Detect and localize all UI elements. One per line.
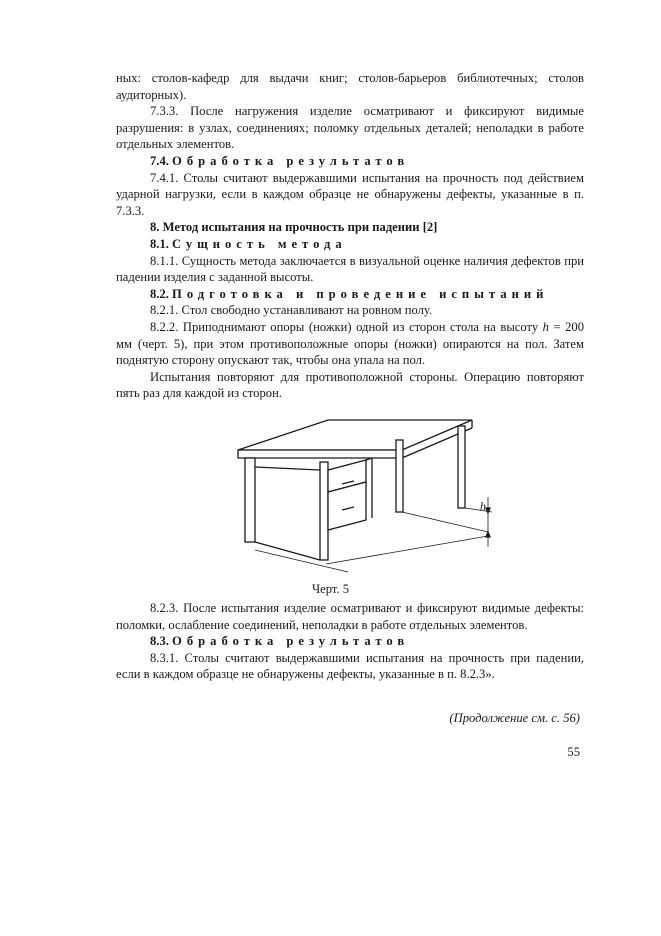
heading-text: Подготовка и проведение испытаний xyxy=(172,286,549,301)
paragraph-8-2-2 xyxy=(116,319,584,369)
paragraph-8-2-3: 8.2.3. После испытания изделие осматривают и фиксируют видимые дефекты: поломки, ослабление соединений, неполадки в работе отдельных элементов. xyxy=(116,601,584,632)
dimension-label-h: h xyxy=(480,499,486,513)
table-drawing xyxy=(230,412,500,582)
variable-h: h xyxy=(542,319,549,334)
heading-text: Обработка результатов xyxy=(172,634,410,649)
text-block-top xyxy=(116,70,584,402)
paragraph-tail: ных: столов-кафедр для выдачи книг; столов-барьеров библиотечных; столов аудиторных). xyxy=(116,71,584,102)
paragraph-text: = 200 мм (черт. 5), при этом противоположные опоры (ножки) опираются на пол. Затем поднятую сторону опускают так, чтобы она упала на пол. xyxy=(116,319,584,368)
heading-number: 8.3. xyxy=(150,634,169,649)
paragraph-7-4-1: 7.4.1. Столы считают выдержавшими испытания на прочность под действием ударной нагрузки, если в каждом образце не обнаружены дефекты, указанные в п. 7.3.3. xyxy=(116,170,584,218)
pedestal-rail xyxy=(255,467,320,470)
table-back-leg xyxy=(396,440,403,512)
paragraph-8-1-1: 8.1.1. Сущность метода заключается в визуальной оценке наличия дефектов при падении изделия с заданной высоты. xyxy=(116,253,584,285)
dimension-arrow-bottom xyxy=(486,532,490,537)
dimension-arrow-top xyxy=(486,508,490,513)
floor-line-right xyxy=(326,536,488,564)
table-top xyxy=(238,420,472,450)
heading-text: Обработка результатов xyxy=(172,153,410,168)
paragraph-8-2-1: 8.2.1. Стол свободно устанавливают на ровном полу. xyxy=(150,303,433,318)
heading-7-4 xyxy=(116,153,584,170)
table-top-edge xyxy=(238,450,402,458)
floor-line-back xyxy=(402,512,488,532)
paragraph-8-3-1: 8.3.1. Столы считают выдержавшими испытания на прочность при падении, если в каждом образце не обнаружены дефекты, указанные в п. 8.2.3». xyxy=(116,650,584,682)
page-number: 55 xyxy=(567,745,580,759)
heading-8-1 xyxy=(116,236,584,253)
heading-8: 8. Метод испытания на прочность при падении [2] xyxy=(150,220,438,235)
heading-8-3 xyxy=(116,633,584,650)
paragraph-text: 8.2.2. Приподнимают опоры (ножки) одной из сторон стола на высоту xyxy=(150,319,543,334)
paragraph-repeat: Испытания повторяют для противоположной стороны. Операцию повторяют пять раз для каждой из сторон. xyxy=(116,369,584,401)
table-right-leg xyxy=(458,426,465,508)
table-front-leg xyxy=(320,462,328,560)
floor-line-front xyxy=(255,550,348,572)
heading-8-2 xyxy=(116,286,584,303)
heading-number: 7.4. xyxy=(150,153,169,168)
heading-number: 8.2. xyxy=(150,286,169,301)
text-block-bottom xyxy=(116,600,584,683)
continuation-note: (Продолжение см. с. 56) xyxy=(449,711,580,725)
heading-number: 8.1. xyxy=(150,236,169,251)
paragraph-7-3-3: 7.3.3. После нагружения изделие осматривают и фиксируют видимые разрушения: в узлах, соединениях; поломку отдельных деталей; неполадки в работе отдельных элементов. xyxy=(116,104,584,152)
pedestal-side-panel xyxy=(245,458,255,542)
figure-caption: Черт. 5 xyxy=(311,582,350,596)
heading-text: Сущность метода xyxy=(172,236,347,251)
